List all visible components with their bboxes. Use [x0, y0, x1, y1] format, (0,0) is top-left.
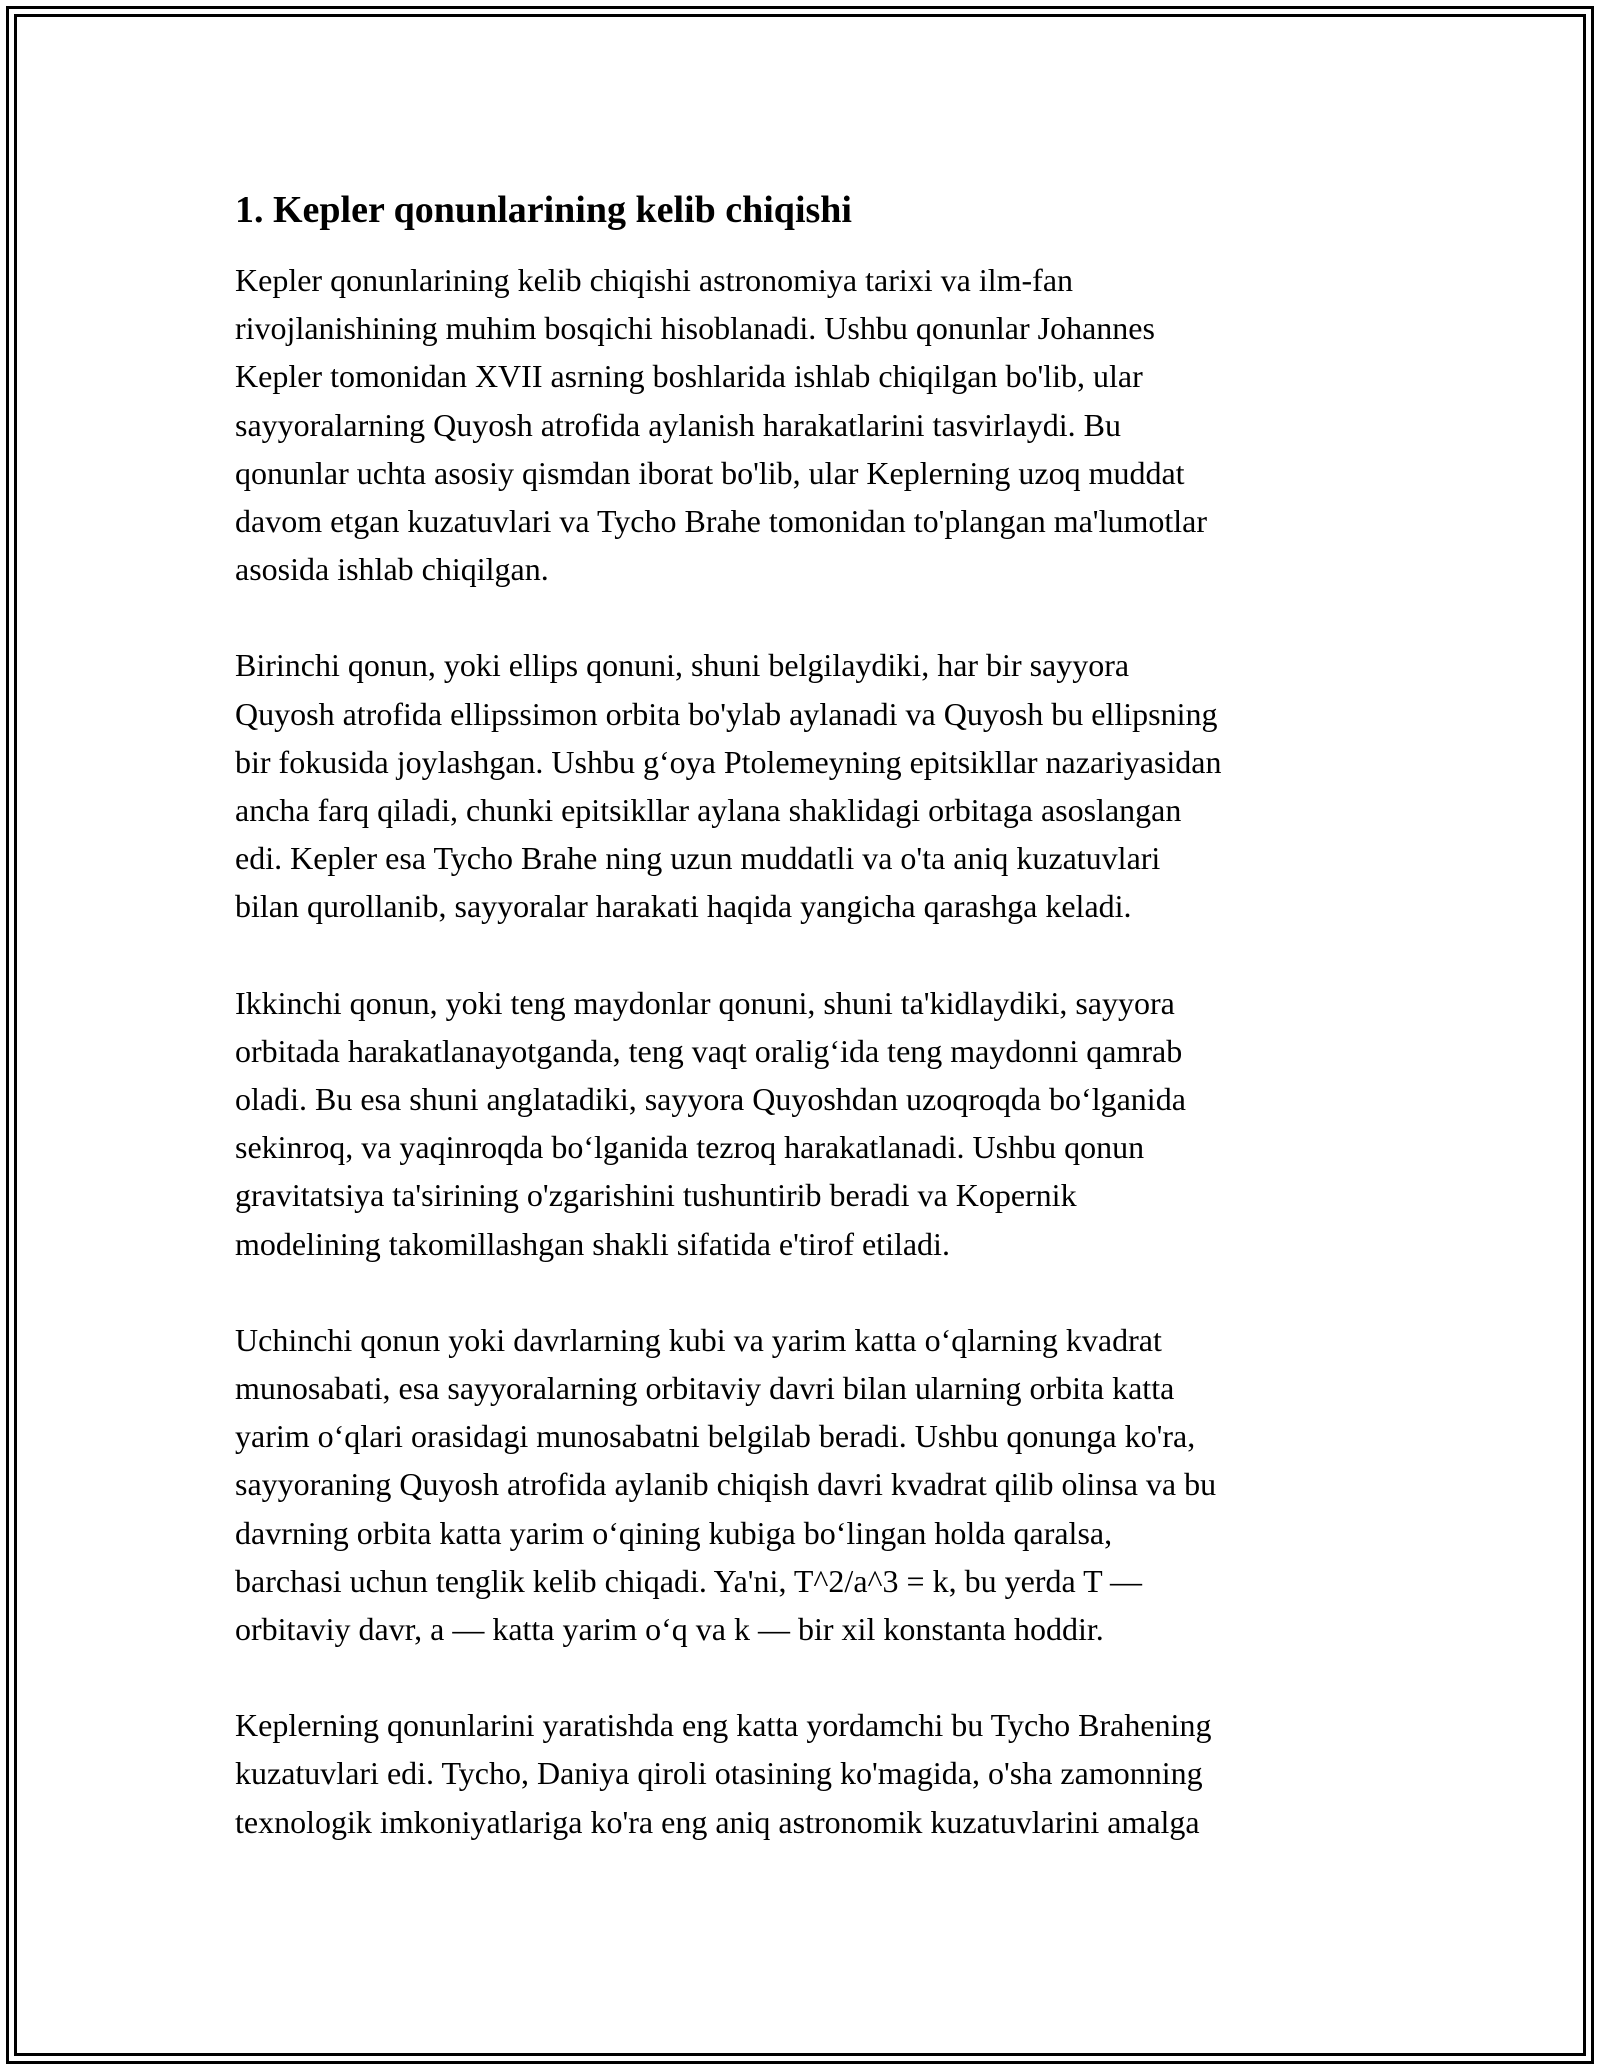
paragraph-first-law — [235, 641, 1385, 930]
text-line: rivojlanishining muhim bosqichi hisoblanadi. Ushbu qonunlar Johannes — [235, 310, 1155, 347]
text-line: edi. Kepler esa Tycho Brahe ning uzun muddatli va o'ta aniq kuzatuvlari — [235, 840, 1161, 877]
text-line: Quyosh atrofida ellipssimon orbita bo'ylab aylanadi va Quyosh bu ellipsning — [235, 695, 1218, 732]
text-line: oladi. Bu esa shuni anglatadiki, sayyora Quyoshdan uzoqroqda bo‘lganida — [235, 1081, 1186, 1118]
text-line: Ikkinchi qonun, yoki teng maydonlar qonuni, shuni ta'kidlaydiki, sayyora — [235, 984, 1175, 1021]
text-line: Keplerning qonunlarini yaratishda eng katta yordamchi bu Tycho Brahening — [235, 1707, 1212, 1744]
section-heading: 1. Kepler qonunlarining kelib chiqishi — [235, 189, 852, 231]
paragraph-origin — [235, 256, 1385, 593]
text-line: orbitada harakatlanayotganda, teng vaqt oralig‘ida teng maydonni qamrab — [235, 1032, 1183, 1069]
paragraph-third-law — [235, 1316, 1385, 1653]
text-line: Kepler tomonidan XVII asrning boshlarida ishlab chiqilgan bo'lib, ular — [235, 358, 1143, 395]
text-line: gravitatsiya ta'sirining o'zgarishini tushuntirib beradi va Kopernik — [235, 1177, 1077, 1214]
text-line: yarim o‘qlari orasidagi munosabatni belgilab beradi. Ushbu qonunga ko'ra, — [235, 1418, 1196, 1455]
paragraph-second-law — [235, 979, 1385, 1268]
text-line: Birinchi qonun, yoki ellips qonuni, shuni belgilaydiki, har bir sayyora — [235, 647, 1130, 684]
document-body — [235, 186, 1385, 1894]
text-line: sekinroq, va yaqinroqda bo‘lganida tezroq harakatlanadi. Ushbu qonun — [235, 1129, 1145, 1166]
text-line: barchasi uchun tenglik kelib chiqadi. Ya'ni, T^2/a^3 = k, bu yerda T — — [235, 1562, 1143, 1599]
text-line: munosabati, esa sayyoralarning orbitaviy davri bilan ularning orbita katta — [235, 1370, 1175, 1407]
text-line: kuzatuvlari edi. Tycho, Daniya qiroli otasining ko'magida, o'sha zamonning — [235, 1755, 1203, 1792]
text-line: sayyoraning Quyosh atrofida aylanib chiqish davri kvadrat qilib olinsa va bu — [235, 1466, 1217, 1503]
text-line: davrning orbita katta yarim o‘qining kubiga bo‘lingan holda qaralsa, — [235, 1514, 1113, 1551]
text-line: asosida ishlab chiqilgan. — [235, 551, 549, 588]
text-line: ancha farq qiladi, chunki epitsikllar aylana shaklidagi orbitaga asoslangan — [235, 792, 1182, 829]
text-line: Kepler qonunlarining kelib chiqishi astronomiya tarixi va ilm-fan — [235, 262, 1074, 298]
paragraph-tycho-brahe — [235, 1701, 1385, 1846]
text-line: orbitaviy davr, a — katta yarim o‘q va k — bir xil konstanta hoddir. — [235, 1611, 1104, 1648]
text-line: davom etgan kuzatuvlari va Tycho Brahe tomonidan to'plangan ma'lumotlar — [235, 503, 1207, 540]
text-line: sayyoralarning Quyosh atrofida aylanish harakatlarini tasvirlaydi. Bu — [235, 406, 1121, 443]
text-line: bir fokusida joylashgan. Ushbu g‘oya Ptolemeyning epitsikllar nazariyasidan — [235, 743, 1222, 780]
text-line: Uchinchi qonun yoki davrlarning kubi va yarim katta o‘qlarning kvadrat — [235, 1321, 1162, 1358]
text-line: qonunlar uchta asosiy qismdan iborat bo'lib, ular Keplerning uzoq muddat — [235, 454, 1185, 491]
text-line: modelining takomillashgan shakli sifatida e'tirof etiladi. — [235, 1225, 950, 1262]
text-line: bilan qurollanib, sayyoralar harakati haqida yangicha qarashga keladi. — [235, 888, 1132, 925]
text-line: texnologik imkoniyatlariga ko'ra eng aniq astronomik kuzatuvlarini amalga — [235, 1803, 1200, 1840]
